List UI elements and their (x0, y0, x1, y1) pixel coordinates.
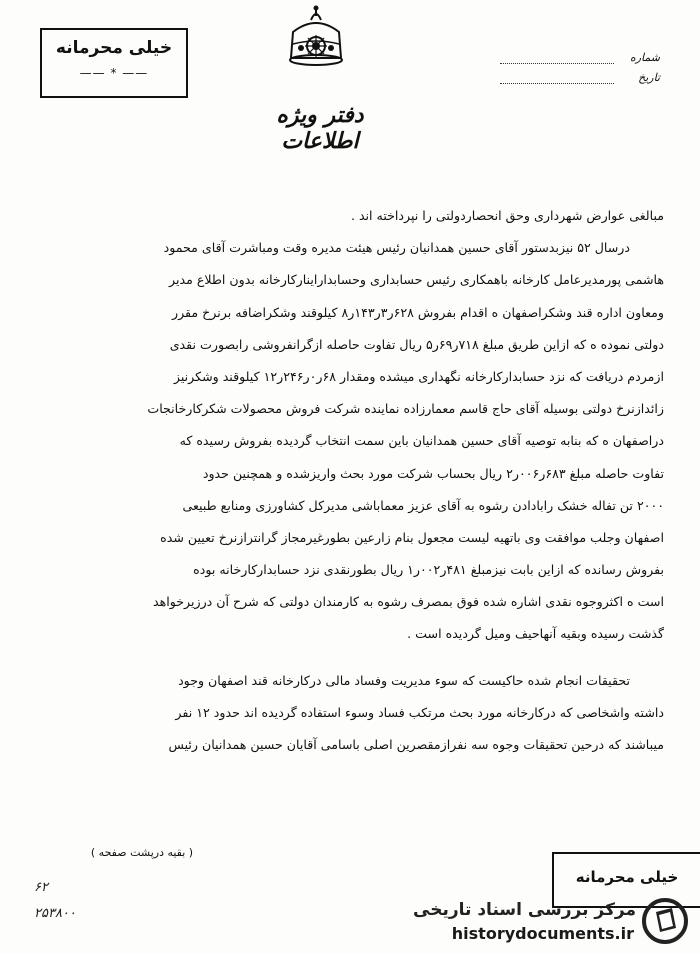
body-line: ازمردم دریافت که نزد حسابدارکارخانه نگهداری میشده ومقدار ۶۸ر۰ر۲۴۶ر۱۲ کیلوقند وشکرنیز (173, 368, 664, 384)
body-line: ومعاون اداره قند وشکراصفهان ه اقدام بفروش ۶۲۸ر۳ر۱۴۳ر۸ کیلوقند وشکراضافه برنرخ مقرر (172, 304, 664, 320)
paragraph-gap (38, 651, 664, 665)
archive-logo-icon (642, 898, 688, 944)
body-line: بفروش رسانده که ازاین بابت نیزمبلغ ۴۸۱ر۰۰۲ر۱ ریال بطورنقدی نزد حسابدارکارخانه بوده (193, 562, 664, 578)
watermark-url: historydocuments.ir (451, 924, 634, 943)
crown-emblem-icon (283, 4, 349, 68)
body-line: دولتی نموده ه که ازاین طریق مبلغ ۷۱۸ر۶۹ر۵ ریال تفاوت حاصله ازگرانفروشی رابصورت نقدی (169, 336, 664, 352)
ref-date-label: تاریخ (638, 71, 660, 84)
body-line: زائدازنرخ دولتی بوسیله آقای حاج قاسم معمارزاده نماینده شرکت فروش محصولات شکرکارخانجات (147, 401, 664, 417)
body-line: تحقیقات انجام شده حاکیست که سوء مدیریت وفساد مالی درکارخانه قند اصفهان وجود (178, 672, 630, 688)
body-line: اصفهان وجلب موافقت وی باتهیه لیست مجعول بنام زارعین بطورغیرمجاز گرانترازنرخ تعیین شده (160, 529, 664, 545)
office-title: دفتر ویژه اطلاعات (276, 102, 364, 154)
reference-fields (500, 44, 660, 84)
ref-number-row (500, 44, 660, 64)
body-line: میباشند که درحین تحقیقات وجوه سه نفرازمقصرین اصلی باسامی آقایان حسین همدانیان رئیس (168, 737, 664, 752)
body-line: است ه اکثروجوه نقدی اشاره شده فوق بمصرف رشوه به کارمندان دولتی که شرح آن درزیرخواهد (153, 594, 664, 610)
ref-date-line (500, 71, 614, 84)
ref-number-label: شماره (629, 51, 660, 64)
body-line: داشته واشخاصی که درکارخانه مورد بحث مرتکب فساد وسوء استفاده گردیده اند حدود ۱۲ نفر (175, 704, 664, 720)
watermark-name: مرکز بررسی اسناد تاریخی (413, 900, 636, 920)
handwritten-notes (34, 880, 144, 932)
handwritten-note: ۶۲ (34, 880, 48, 895)
classification-stamp-text: خیلی محرمانه (55, 38, 173, 58)
body-line: دراصفهان ه که بنابه توصیه آقای حسین همدانیان باین سمت انتخاب گردیده بفروش رسیده که (179, 433, 664, 449)
body-line: هاشمی پورمدیرعامل کارخانه باهمکاری رئیس حسابداری وحسابداراینارکارخانه بدون اطلاع مدیر (169, 272, 664, 288)
classification-stamp-dashes: —— * —— (79, 66, 149, 80)
watermark (412, 896, 692, 948)
classification-stamp-top (40, 28, 188, 98)
body-line: تفاوت حاصله مبلغ ۶۸۳ر۰۰۶ر۲ ریال بحساب شرکت مورد بحث واریزشده و همچنین حدود (202, 465, 664, 481)
ref-date-row (500, 64, 660, 84)
document-body (38, 200, 664, 761)
body-line: درسال ۵۲ نیزبدستور آقای حسین همدانیان رئیس هیئت مدیره وقت ومباشرت آقای محمود (163, 240, 630, 256)
body-line: گذشت رسیده وبقیه آنهاحیف ومیل گردیده است . (407, 626, 664, 642)
classification-stamp-bottom-text: خیلی محرمانه (575, 868, 679, 886)
body-line: ۲۰۰۰ تن تفاله خشک رابادادن رشوه به آقای عزیز معماباشی مدیرکل کشاورزی ومنابع طبیعی (182, 497, 664, 513)
ref-number-line (500, 51, 614, 64)
continued-note: ( بقیه درپشت صفحه ) (90, 846, 194, 859)
body-line: مبالغی عوارض شهرداری وحق انحصاردولتی را نپرداخته اند . (350, 208, 664, 223)
handwritten-note: ۲۵۳۸۰۰ (34, 906, 76, 921)
